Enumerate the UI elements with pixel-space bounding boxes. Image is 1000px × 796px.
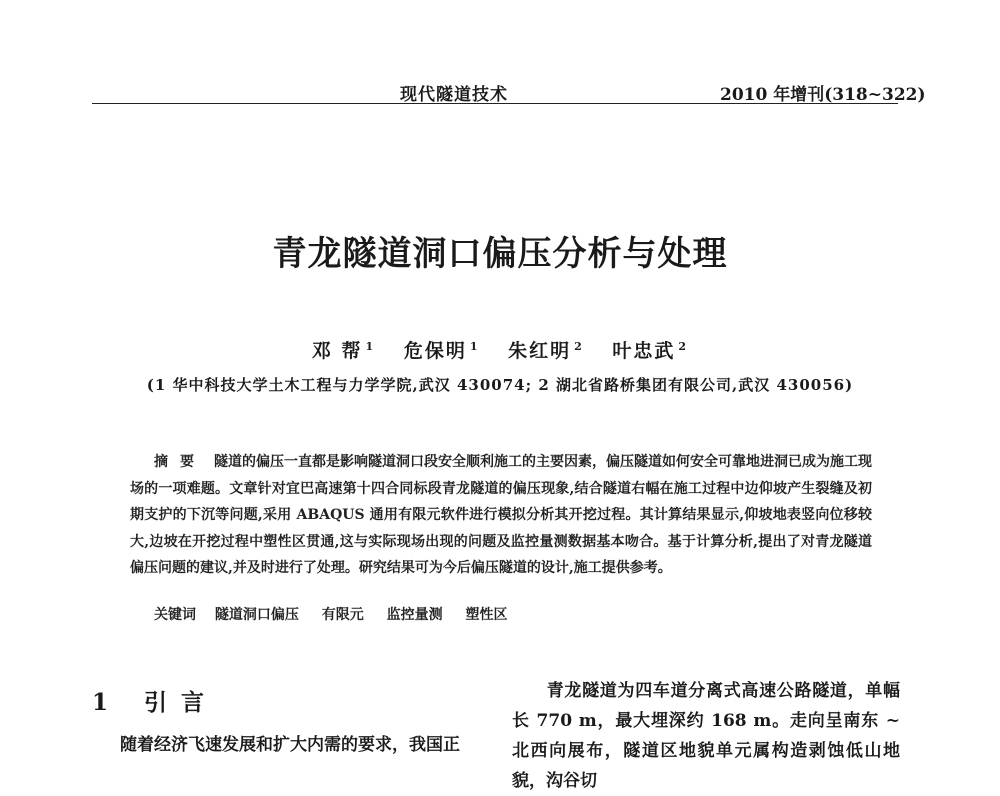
abstract xyxy=(130,449,872,582)
paper-title: 青龙隧道洞口偏压分析与处理 xyxy=(272,234,728,274)
author-name: 朱红明 xyxy=(508,340,572,362)
keyword: 塑性区 xyxy=(465,607,508,623)
author-affiliation-mark: 2 xyxy=(574,339,584,353)
section-heading xyxy=(92,684,218,717)
author-2 xyxy=(404,340,480,362)
affiliation: (1 华中科技大学土木工程与力学学院,武汉 430074; 2 湖北省路桥集团有限公司,武汉 430056) xyxy=(146,376,854,394)
keyword: 有限元 xyxy=(321,607,364,623)
keyword: 隧道洞口偏压 xyxy=(214,607,299,623)
author-list xyxy=(0,336,1000,363)
author-1 xyxy=(312,340,375,362)
body-right-column xyxy=(512,676,900,796)
section-number: 1 xyxy=(92,689,123,716)
body-left-column: 随着经济飞速发展和扩大内需的要求，我国正 xyxy=(120,735,460,755)
body-right-text: 青龙隧道为四车道分离式高速公路隧道，单幅长 770 m，最大埋深约 168 m。走向呈南东 ~ 北西向展布，隧道区地貌单元属构造剥蚀低山地貌，沟谷切 xyxy=(512,681,900,791)
author-affiliation-mark: 1 xyxy=(365,339,376,353)
header-divider xyxy=(92,103,898,104)
abstract-label: 摘要 xyxy=(154,454,206,470)
keywords xyxy=(154,604,854,624)
author-name: 危保明 xyxy=(403,340,467,362)
author-affiliation-mark: 2 xyxy=(678,339,689,353)
author-name: 邓 帮 xyxy=(311,340,363,362)
author-4 xyxy=(612,340,688,362)
section-title: 引言 xyxy=(144,689,219,716)
keywords-label: 关键词 xyxy=(154,607,196,623)
abstract-text: 隧道的偏压一直都是影响隧道洞口段安全顺利施工的主要因素，偏压隧道如何安全可靠地进洞已成为施工现场的一项难题。文章针对宜巴高速第十四合同标段青龙隧道的偏压现象,结合隧道右幅在施工过程中边仰坡产生裂缝及初期支护的下沉等问题,采用 ABAQUS 通用有限元软件进行模拟分析其开挖过程。其计算结果显示,仰坡地表竖向位移较大,边坡在开挖过程中塑性区贯通,这与实际现场出现的问题及监控量测数据基本吻合。基于计算分析,提出了对青龙隧道偏压问题的建议,并及时进行了处理。研究结果可为今后偏压隧道的设计,施工提供参考。 xyxy=(130,454,872,576)
author-affiliation-mark: 1 xyxy=(469,339,480,353)
issue-info: 2010 年增刊(318~322) xyxy=(720,85,926,105)
journal-name: 现代隧道技术 xyxy=(400,85,508,105)
author-name: 叶忠武 xyxy=(612,340,676,362)
keyword: 监控量测 xyxy=(386,607,443,623)
author-3 xyxy=(508,340,584,362)
